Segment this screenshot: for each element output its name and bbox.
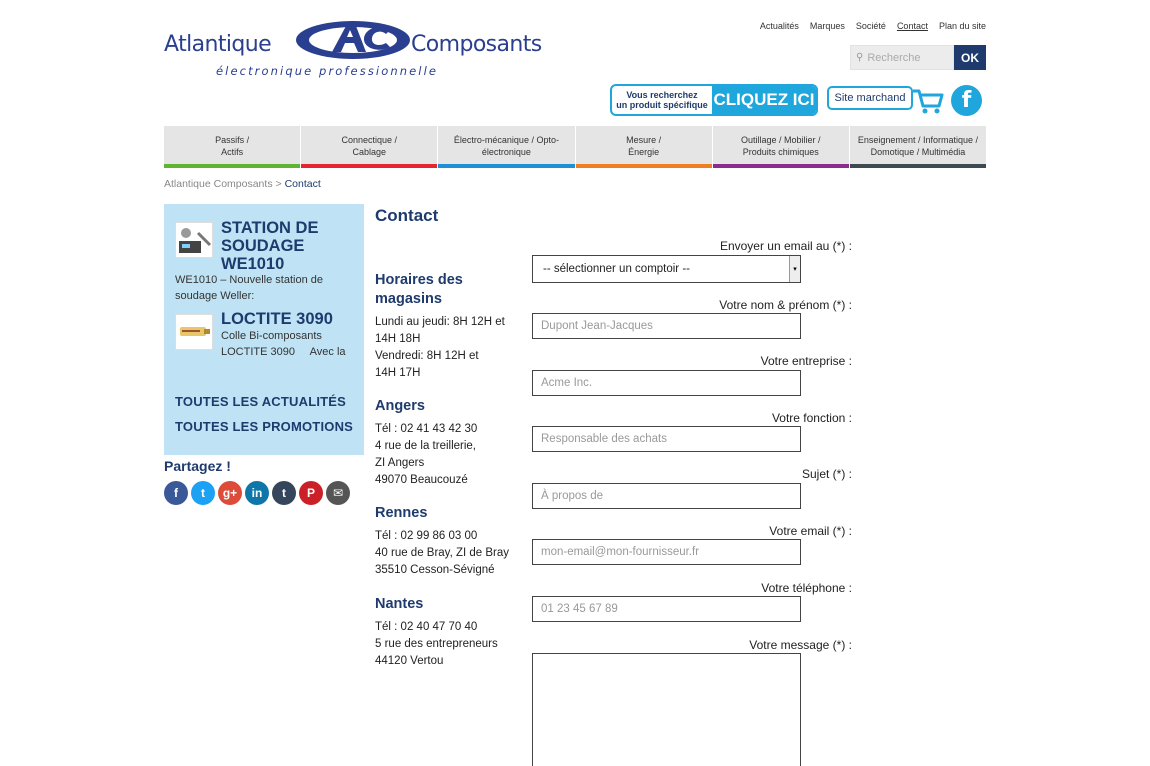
name-field[interactable] (532, 313, 801, 339)
news-title-soldering-station[interactable] (221, 219, 318, 273)
news-title-line: STATION DE (221, 219, 319, 237)
subject-label: Sujet (*) : (801, 467, 852, 481)
shopping-cart-icon (911, 86, 945, 116)
menu-item-outillage[interactable] (713, 126, 850, 168)
company-label: Votre entreprise : (760, 354, 852, 368)
news-excerpt-line: WE1010 – Nouvelle station de (175, 274, 323, 286)
menu-item-passifs-actifs[interactable] (164, 126, 301, 168)
logo-ac-emblem-icon (294, 18, 412, 62)
facebook-share-icon[interactable]: f (164, 481, 188, 505)
store-address-line: 44120 Vertou (375, 655, 444, 667)
twitter-share-icon[interactable]: t (191, 481, 215, 505)
phone-label: Votre téléphone : (761, 581, 852, 595)
news-title-line: LOCTITE 3090 (221, 310, 333, 328)
specific-product-banner[interactable] (610, 84, 818, 116)
search-icon: ⚲ (856, 52, 864, 63)
search-bar (850, 45, 986, 70)
function-placeholder: Responsable des achats (541, 433, 667, 445)
store-name-rennes: Rennes (375, 505, 428, 521)
store-address-line: 5 rue des entrepreneurs (375, 638, 498, 650)
opening-hours-heading-line: magasins (375, 291, 442, 307)
breadcrumb (164, 178, 321, 190)
store-phone: Tél : 02 40 47 70 40 (375, 621, 478, 633)
news-excerpt-soldering-station (175, 272, 323, 304)
top-link-marques[interactable]: Marques (809, 21, 845, 31)
function-field[interactable] (532, 426, 801, 452)
store-phone: Tél : 02 99 86 03 00 (375, 530, 478, 542)
menu-item-label-line1: Connectique / (341, 135, 398, 145)
menu-item-label-line2: Produits chimiques (742, 147, 819, 157)
news-title-line: WE1010 (221, 255, 285, 273)
news-thumbnail-soldering-station[interactable] (175, 222, 213, 258)
tumblr-share-icon[interactable]: t (272, 481, 296, 505)
store-name-angers: Angers (375, 398, 425, 414)
opening-hours-heading (375, 271, 463, 309)
store-address-line: 35510 Cesson-Sévigné (375, 564, 495, 576)
top-link-contact[interactable]: Contact (896, 21, 928, 31)
menu-color-bar (576, 164, 712, 168)
all-news-link[interactable]: TOUTES LES ACTUALITÉS (175, 394, 347, 409)
all-promotions-link[interactable]: TOUTES LES PROMOTIONS (175, 419, 354, 434)
store-address-line: 40 rue de Bray, ZI de Bray (375, 547, 510, 559)
email-share-icon[interactable]: ✉ (326, 481, 350, 505)
linkedin-share-icon[interactable]: in (245, 481, 269, 505)
share-icons (164, 481, 350, 505)
menu-item-connectique-cablage[interactable] (301, 126, 438, 168)
menu-item-label-line2: Énergie (628, 147, 660, 157)
message-textarea[interactable] (532, 653, 801, 766)
menu-item-label-line2: Cablage (352, 147, 387, 157)
news-sidebar (164, 204, 364, 455)
menu-item-label-line1: Outillage / Mobilier / (741, 135, 821, 145)
googleplus-share-icon[interactable]: g+ (218, 481, 242, 505)
top-navigation (760, 21, 986, 31)
store-details-angers (375, 421, 477, 489)
menu-item-label-line2: Domotique / Multimédia (870, 147, 966, 157)
news-excerpt-line: LOCTITE 3090 Avec la (221, 346, 346, 358)
glue-tube-icon (176, 315, 212, 349)
menu-item-enseignement[interactable] (850, 126, 986, 168)
page-title: Contact (375, 206, 439, 225)
menu-color-bar (713, 164, 849, 168)
logo-tagline: électronique professionnelle (216, 64, 439, 78)
online-shop-label: Site marchand (827, 86, 913, 110)
specific-product-line2: un produit spécifique (616, 100, 708, 110)
menu-item-mesure-energie[interactable] (576, 126, 713, 168)
search-placeholder: Recherche (867, 51, 921, 64)
top-link-plan-du-site[interactable]: Plan du site (938, 21, 986, 31)
opening-hours-text (375, 314, 505, 382)
function-label: Votre fonction : (771, 411, 852, 425)
email-label: Votre email (*) : (769, 524, 852, 538)
email-placeholder: mon-email@mon-fournisseur.fr (541, 546, 700, 558)
cliquez-ici-button[interactable]: CLIQUEZ ICI (712, 86, 816, 114)
store-select-value: -- sélectionner un comptoir -- (543, 263, 690, 275)
news-excerpt-line: Colle Bi-composants (221, 330, 322, 342)
menu-item-electro-mecanique[interactable] (438, 126, 575, 168)
menu-item-label-line1: Mesure / (626, 135, 662, 145)
news-title-line: SOUDAGE (221, 237, 305, 255)
menu-item-label-line2: Actifs (221, 147, 244, 157)
facebook-icon[interactable]: f (951, 85, 982, 116)
search-input[interactable] (850, 45, 954, 70)
store-details-nantes (375, 619, 498, 670)
search-submit-button[interactable]: OK (954, 45, 986, 70)
phone-field[interactable] (532, 596, 801, 622)
opening-hours-line: Vendredi: 8H 12H et (375, 350, 479, 362)
menu-item-label-line1: Enseignement / Informatique / (857, 135, 978, 145)
news-title-loctite[interactable] (221, 310, 333, 328)
news-thumbnail-loctite[interactable] (175, 314, 213, 350)
specific-product-text (612, 86, 712, 114)
name-placeholder: Dupont Jean-Jacques (541, 320, 653, 332)
online-shop-banner[interactable] (827, 84, 945, 116)
menu-item-label-line1: Passifs / (215, 135, 250, 145)
company-placeholder: Acme Inc. (541, 377, 593, 389)
subject-field[interactable] (532, 483, 801, 509)
menu-color-bar (850, 164, 986, 168)
name-label: Votre nom & prénom (*) : (719, 298, 852, 312)
store-select[interactable] (532, 255, 801, 283)
site-logo[interactable] (164, 18, 568, 80)
menu-color-bar (438, 164, 574, 168)
logo-word-left: Atlantique (164, 32, 272, 57)
store-phone: Tél : 02 41 43 42 30 (375, 423, 478, 435)
breadcrumb-separator: > (275, 178, 282, 190)
menu-item-label-line1: Électro-mécanique / Opto- (453, 135, 559, 145)
opening-hours-line: 14H 17H (375, 367, 421, 379)
news-excerpt-line: soudage Weller: (175, 290, 255, 302)
menu-item-label-line2: électronique (481, 147, 531, 157)
opening-hours-line: 14H 18H (375, 333, 421, 345)
menu-color-bar (164, 164, 300, 168)
store-address-line: 49070 Beaucouzé (375, 474, 468, 486)
email-field[interactable] (532, 539, 801, 565)
store-name-nantes: Nantes (375, 596, 424, 612)
select-arrow-icon: ▾ (789, 256, 800, 282)
subject-placeholder: À propos de (541, 490, 604, 502)
main-menu (164, 126, 986, 168)
share-title: Partagez ! (164, 458, 231, 474)
specific-product-line1: Vous recherchez (626, 90, 698, 100)
pinterest-share-icon[interactable]: P (299, 481, 323, 505)
breadcrumb-current: Contact (284, 178, 321, 190)
store-address-line: 4 rue de la treillerie, (375, 440, 476, 452)
top-link-actualites[interactable]: Actualités (759, 21, 799, 31)
message-label: Votre message (*) : (749, 638, 852, 652)
top-link-societe[interactable]: Société (855, 21, 886, 31)
send-to-label: Envoyer un email au (*) : (719, 239, 852, 253)
menu-color-bar (301, 164, 437, 168)
store-details-rennes (375, 528, 509, 579)
phone-placeholder: 01 23 45 67 89 (541, 603, 618, 615)
news-excerpt-loctite (221, 328, 346, 360)
opening-hours-line: Lundi au jeudi: 8H 12H et (375, 316, 505, 328)
breadcrumb-home-link[interactable]: Atlantique Composants (164, 178, 273, 190)
soldering-station-icon (176, 223, 212, 257)
opening-hours-heading-line: Horaires des (375, 272, 463, 288)
company-field[interactable] (532, 370, 801, 396)
logo-word-right: Composants (411, 32, 542, 57)
store-address-line: ZI Angers (375, 457, 425, 469)
